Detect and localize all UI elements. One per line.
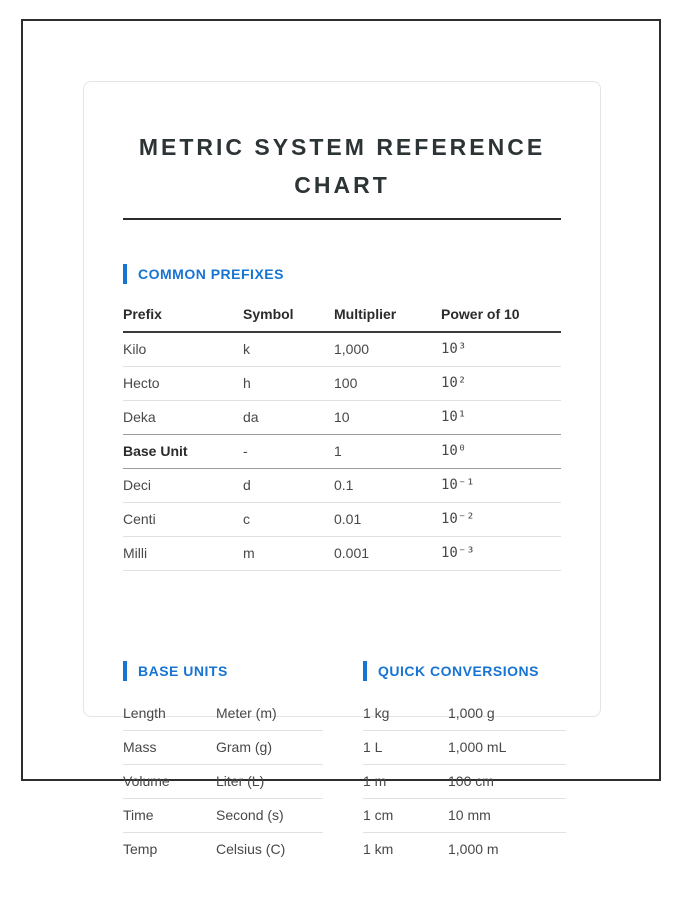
table-row	[123, 367, 561, 401]
multiplier-cell: 1	[334, 435, 441, 469]
table-row	[123, 537, 561, 571]
table-row	[363, 765, 566, 799]
section-header-common-prefixes	[123, 264, 561, 284]
power-cell: 10⁰	[441, 435, 561, 469]
quantity-cell: Length	[123, 697, 216, 731]
card-content	[84, 82, 600, 866]
unit-cell: Second (s)	[216, 799, 323, 833]
power-cell: 10³	[441, 332, 561, 367]
power-cell: 10⁻³	[441, 537, 561, 571]
page-title-line2: CHART	[294, 172, 390, 198]
section-heading-common-prefixes: COMMON PREFIXES	[138, 266, 284, 282]
from-cell: 1 m	[363, 765, 448, 799]
page-title	[123, 128, 561, 204]
to-cell: 1,000 mL	[448, 731, 566, 765]
unit-cell: Meter (m)	[216, 697, 323, 731]
prefix-cell: Kilo	[123, 332, 243, 367]
unit-cell: Gram (g)	[216, 731, 323, 765]
multiplier-cell: 10	[334, 401, 441, 435]
multiplier-cell: 1,000	[334, 332, 441, 367]
power-cell: 10¹	[441, 401, 561, 435]
from-cell: 1 L	[363, 731, 448, 765]
prefix-cell: Deci	[123, 469, 243, 503]
table-row	[123, 799, 323, 833]
symbol-cell: -	[243, 435, 334, 469]
page-title-line1: METRIC SYSTEM REFERENCE	[138, 134, 546, 160]
table-row	[123, 332, 561, 367]
from-cell: 1 cm	[363, 799, 448, 833]
prefix-cell: Deka	[123, 401, 243, 435]
column-header-power: Power of 10	[441, 300, 561, 332]
symbol-cell: da	[243, 401, 334, 435]
section-header-base-units	[123, 661, 323, 681]
section-heading-base-units: BASE UNITS	[138, 663, 228, 679]
table-row	[123, 503, 561, 537]
symbol-cell: k	[243, 332, 334, 367]
power-cell: 10⁻¹	[441, 469, 561, 503]
quantity-cell: Mass	[123, 731, 216, 765]
section-accent-bar	[123, 661, 127, 681]
common-prefixes-table	[123, 300, 561, 571]
table-row	[123, 731, 323, 765]
prefix-cell: Hecto	[123, 367, 243, 401]
quick-conversions-table	[363, 697, 566, 866]
section-heading-quick-conversions: QUICK CONVERSIONS	[378, 663, 539, 679]
from-cell: 1 kg	[363, 697, 448, 731]
symbol-cell: m	[243, 537, 334, 571]
reference-card	[83, 81, 601, 857]
multiplier-cell: 0.1	[334, 469, 441, 503]
to-cell: 1,000 m	[448, 841, 499, 857]
quantity-cell: Temp	[123, 841, 158, 857]
table-row	[123, 401, 561, 435]
bottom-sections	[123, 617, 561, 866]
table-row	[123, 765, 323, 799]
section-accent-bar	[363, 661, 367, 681]
prefix-cell: Base Unit	[123, 435, 243, 469]
to-cell: 1,000 g	[448, 697, 566, 731]
title-divider	[123, 218, 561, 220]
power-cell: 10⁻²	[441, 503, 561, 537]
column-header-prefix: Prefix	[123, 300, 243, 332]
from-cell: 1 km	[363, 841, 394, 857]
table-row	[123, 469, 561, 503]
section-accent-bar	[123, 264, 127, 284]
symbol-cell: h	[243, 367, 334, 401]
table-row	[363, 697, 566, 731]
table-row	[123, 697, 323, 731]
to-cell: 100 cm	[448, 765, 566, 799]
table-header-row	[123, 300, 561, 332]
multiplier-cell: 0.001	[334, 537, 441, 571]
multiplier-cell: 100	[334, 367, 441, 401]
base-units-table	[123, 697, 323, 866]
to-cell: 10 mm	[448, 799, 566, 833]
unit-cell: Liter (L)	[216, 765, 323, 799]
quantity-cell: Volume	[123, 765, 216, 799]
table-row	[123, 833, 323, 867]
table-row	[363, 799, 566, 833]
quick-conversions-section	[363, 617, 566, 866]
quantity-cell: Time	[123, 799, 216, 833]
prefix-cell: Milli	[123, 537, 243, 571]
symbol-cell: d	[243, 469, 334, 503]
prefix-cell: Centi	[123, 503, 243, 537]
table-row	[363, 833, 566, 867]
column-header-multiplier: Multiplier	[334, 300, 441, 332]
power-cell: 10²	[441, 367, 561, 401]
symbol-cell: c	[243, 503, 334, 537]
unit-cell: Celsius (C)	[216, 841, 286, 857]
table-row-base-unit	[123, 435, 561, 469]
column-header-symbol: Symbol	[243, 300, 334, 332]
table-row	[363, 731, 566, 765]
multiplier-cell: 0.01	[334, 503, 441, 537]
base-units-section	[123, 617, 323, 866]
section-header-quick-conversions	[363, 661, 566, 681]
